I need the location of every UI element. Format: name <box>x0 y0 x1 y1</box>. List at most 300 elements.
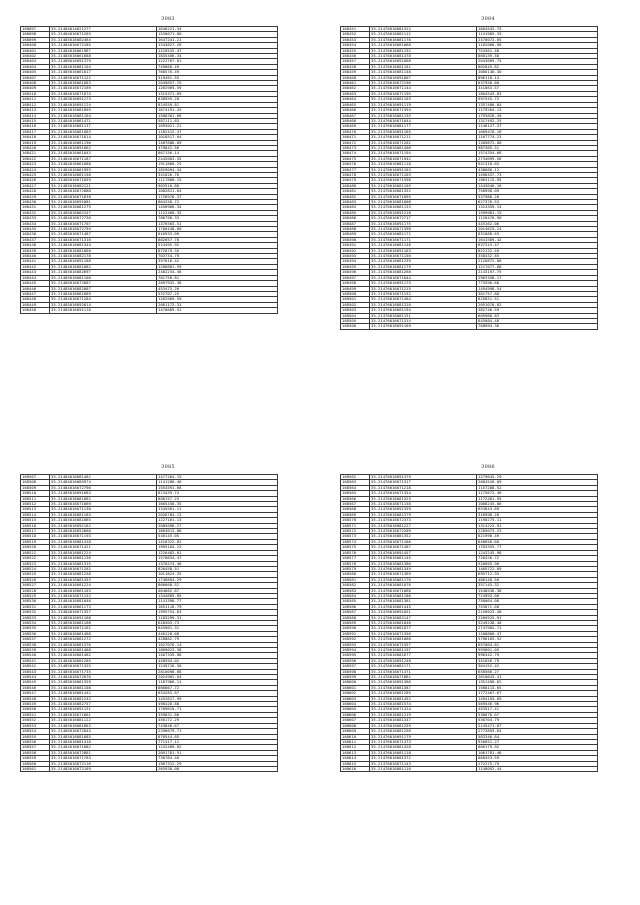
row-id-cell: 168543 <box>21 669 50 674</box>
row-id-cell: 168452 <box>341 32 370 37</box>
amount-cell: 1146127.37 <box>477 124 598 129</box>
amount-cell: 753072.68 <box>477 604 598 609</box>
coordinate-cell: 35.21476016071143 <box>370 761 477 766</box>
row-id-cell: 168448 <box>21 297 50 302</box>
amount-cell: 1222767.01 <box>157 59 278 64</box>
amount-cell: 1082811.64 <box>157 189 278 194</box>
amount-cell: 868453.59 <box>477 756 598 761</box>
row-id-cell: 168603 <box>341 696 370 701</box>
coordinate-cell: 35.21476016081352 <box>370 534 477 539</box>
row-id-cell: 168596 <box>341 658 370 663</box>
coordinate-cell: 35.21476016071156 <box>370 254 477 259</box>
row-id-cell: 168430 <box>21 200 50 205</box>
row-id-cell: 168098 <box>21 32 50 37</box>
row-id-cell: 168447 <box>21 291 50 296</box>
amount-cell: 1314223.91 <box>477 523 598 528</box>
coordinate-cell: 35.21484016081315 <box>50 561 157 566</box>
coordinate-cell: 35.21484016061083 <box>50 81 157 86</box>
row-id-cell: 168569 <box>341 512 370 517</box>
row-id-cell: 168466 <box>341 108 370 113</box>
row-id-cell: 168401 <box>21 48 50 53</box>
row-id-cell: 168424 <box>21 167 50 172</box>
row-id-cell: 168461 <box>341 81 370 86</box>
row-id-cell: 168505 <box>341 318 370 323</box>
amount-cell: 1452617.99 <box>157 696 278 701</box>
coordinate-cell: 35.21476016081478 <box>370 54 477 59</box>
amount-cell: 1829094.44 <box>157 167 278 172</box>
amount-cell: 1344885.85 <box>157 593 278 598</box>
coordinate-cell: 35.21476016081118 <box>370 162 477 167</box>
row-id-cell: 168419 <box>21 140 50 145</box>
amount-cell: 1141288.46 <box>157 480 278 485</box>
page-number: 3084 <box>481 16 495 22</box>
row-id-cell: 168574 <box>341 539 370 544</box>
amount-cell: 730764.40 <box>157 756 278 761</box>
amount-cell: 2296679.71 <box>157 729 278 734</box>
row-id-cell: 168489 <box>341 232 370 237</box>
row-id-cell: 168502 <box>341 302 370 307</box>
amount-cell: 695712.35 <box>477 572 598 577</box>
amount-cell: 2285073.23 <box>477 529 598 534</box>
row-id-cell: 168590 <box>341 626 370 631</box>
row-id-cell: 168472 <box>341 140 370 145</box>
coordinate-cell: 35.21485016081275 <box>50 205 157 210</box>
amount-cell: 2610643.41 <box>477 675 598 680</box>
coordinate-cell: 35.21476016081380 <box>370 561 477 566</box>
amount-cell: 446128.68 <box>157 631 278 636</box>
amount-cell: 786798.33 <box>157 216 278 221</box>
coordinate-cell: 35.21476016081227 <box>370 523 477 528</box>
amount-cell: 1641509.42 <box>477 237 598 242</box>
amount-cell: 2126872.80 <box>477 259 598 264</box>
amount-cell: 1068245.86 <box>477 502 598 507</box>
coordinate-cell: 35.21476016091119 <box>370 102 477 107</box>
row-id-cell: 168402 <box>21 54 50 59</box>
coordinate-cell: 35.21476016081176 <box>370 577 477 582</box>
row-id-cell: 168483 <box>341 200 370 205</box>
coordinate-cell: 35.21476016081194 <box>370 308 477 313</box>
coordinate-cell: 35.21485016092014 <box>50 302 157 307</box>
coordinate-cell: 35.21484016081136 <box>50 556 157 561</box>
row-id-cell: 168605 <box>341 707 370 712</box>
amount-cell: 903510.80 <box>157 183 278 188</box>
coordinate-cell: 35.21485016091168 <box>50 615 157 620</box>
amount-cell: 2260525.91 <box>477 615 598 620</box>
row-id-cell: 168544 <box>21 675 50 680</box>
amount-cell: 1242489.82 <box>157 745 278 750</box>
amount-cell: 1647241.21 <box>157 37 278 42</box>
coordinate-cell: 35.21484016082757 <box>50 702 157 707</box>
row-id-cell: 168433 <box>21 216 50 221</box>
amount-cell: 3249238.40 <box>477 620 598 625</box>
coordinate-cell: 35.21485016091131 <box>50 707 157 712</box>
coordinate-cell: 35.21484016085974 <box>50 480 157 485</box>
amount-cell: 520095.96 <box>477 561 598 566</box>
page-top-left <box>18 12 318 452</box>
row-id-cell: 168506 <box>341 324 370 329</box>
amount-cell: 498428.88 <box>157 702 278 707</box>
amount-cell: 1172461.95 <box>477 496 598 501</box>
amount-cell: 1011824.35 <box>157 572 278 577</box>
amount-cell: 637315.47 <box>477 243 598 248</box>
amount-cell: 616933.09 <box>157 232 278 237</box>
row-id-cell: 168518 <box>21 534 50 539</box>
coordinate-cell: 35.21476016081322 <box>370 27 477 32</box>
coordinate-cell: 35.21484016081224 <box>50 583 157 588</box>
amount-cell: 1574354.68 <box>477 151 598 156</box>
coordinate-cell: 35.21484016061103 <box>50 588 157 593</box>
coordinate-cell: 35.21485016071059 <box>50 178 157 183</box>
amount-cell: 5796165.52 <box>477 637 598 642</box>
amount-cell: 1709619.71 <box>157 707 278 712</box>
coordinate-cell: 35.21484016081122 <box>50 718 157 723</box>
row-id-cell: 168522 <box>21 556 50 561</box>
row-id-cell: 168408 <box>21 81 50 86</box>
amount-cell: 2482234.48 <box>157 270 278 275</box>
amount-cell: 1487606.09 <box>157 140 278 145</box>
amount-cell: 864258.72 <box>157 200 278 205</box>
amount-cell: 657004.81 <box>477 642 598 647</box>
row-id-cell: 168562 <box>341 475 370 480</box>
row-id-cell: 168403 <box>21 59 50 64</box>
coordinate-cell: 35.21476016081146 <box>370 243 477 248</box>
row-id-cell: 168428 <box>21 189 50 194</box>
amount-cell: 825831.51 <box>477 297 598 302</box>
amount-cell: 319491.55 <box>157 75 278 80</box>
amount-cell: 1772467.67 <box>477 691 598 696</box>
coordinate-cell: 35.21484016081085 <box>50 518 157 523</box>
row-id-cell: 168410 <box>21 91 50 96</box>
amount-cell: 1703355.77 <box>477 545 598 550</box>
row-id-cell: 168572 <box>341 529 370 534</box>
coordinate-cell: 35.21476016081268 <box>370 270 477 275</box>
row-id-cell: 168426 <box>21 178 50 183</box>
row-id-cell: 168535 <box>21 626 50 631</box>
coordinate-cell: 35.21476016071103 <box>370 172 477 177</box>
amount-cell: 1179264.13 <box>477 108 598 113</box>
amount-cell: 2049657.75 <box>157 81 278 86</box>
row-id-cell: 168583 <box>341 588 370 593</box>
row-id-cell: 168516 <box>21 523 50 528</box>
row-id-cell: 168507 <box>21 475 50 480</box>
coordinate-cell: 35.21476016071144 <box>370 86 477 91</box>
row-id-cell: 168421 <box>21 151 50 156</box>
coordinate-cell: 35.21476016071394 <box>370 108 477 113</box>
amount-cell: 1746894.29 <box>157 577 278 582</box>
coordinate-cell: 35.21486016091379 <box>50 59 157 64</box>
row-id-cell: 168490 <box>341 237 370 242</box>
row-id-cell: 168600 <box>341 680 370 685</box>
coordinate-cell: 35.21476016081076 <box>370 583 477 588</box>
amount-cell: 2773893.64 <box>477 729 598 734</box>
row-id-cell: 168610 <box>341 734 370 739</box>
amount-cell: 537986.28 <box>477 194 598 199</box>
row-id-cell: 168545 <box>21 680 50 685</box>
coordinate-cell: 35.21476016091218 <box>370 210 477 215</box>
coordinate-cell: 35.21484016061987 <box>50 48 157 53</box>
amount-cell: 1126476.90 <box>477 216 598 221</box>
amount-cell: 406148.50 <box>477 577 598 582</box>
coordinate-cell: 35.21484016082178 <box>50 254 157 259</box>
amount-cell: 1443046.16 <box>477 183 598 188</box>
amount-cell: 866867.72 <box>157 685 278 690</box>
row-id-cell: 168515 <box>21 518 50 523</box>
amount-cell: 867156.14 <box>157 151 278 156</box>
coordinate-cell: 35.21484016071763 <box>50 756 157 761</box>
row-id-cell: 168582 <box>341 583 370 588</box>
coordinate-cell: 35.21476016091366 <box>370 680 477 685</box>
amount-cell: 1599981.15 <box>477 210 598 215</box>
coordinate-cell: 35.21485016081085 <box>50 734 157 739</box>
row-id-cell: 168487 <box>341 221 370 226</box>
amount-cell: 806179.92 <box>477 745 598 750</box>
coordinate-cell: 35.21484016061993 <box>50 167 157 172</box>
coordinate-cell: 35.21476016082147 <box>370 615 477 620</box>
coordinate-cell: 35.21485016072116 <box>50 761 157 766</box>
coordinate-cell: 35.21484016072794 <box>50 227 157 232</box>
amount-cell: 357616.42 <box>157 259 278 264</box>
amount-cell: 1093021.21 <box>157 124 278 129</box>
row-id-cell: 168532 <box>21 610 50 615</box>
amount-cell: 768570.49 <box>157 70 278 75</box>
coordinate-cell: 35.21476016081361 <box>370 599 477 604</box>
row-id-cell: 168412 <box>21 102 50 107</box>
row-id-cell: 168601 <box>341 685 370 690</box>
row-id-cell: 168501 <box>341 297 370 302</box>
coordinate-cell: 35.21484016081163 <box>50 512 157 517</box>
amount-cell: 1102006.90 <box>477 43 598 48</box>
row-id-cell: 168453 <box>341 37 370 42</box>
amount-cell: 1494998.54 <box>477 286 598 291</box>
row-id-cell: 168591 <box>341 631 370 636</box>
amount-cell: 1700448.00 <box>157 227 278 232</box>
row-id-cell: 168577 <box>341 556 370 561</box>
row-id-cell: 168557 <box>21 745 50 750</box>
coordinate-cell: 35.21476016081148 <box>370 70 477 75</box>
page-bottom-left <box>18 460 318 900</box>
row-id-cell: 168604 <box>341 702 370 707</box>
amount-cell: 2026784.13 <box>157 512 278 517</box>
coordinate-cell: 35.21485016071487 <box>50 232 157 237</box>
row-id-cell: 168492 <box>341 248 370 253</box>
row-id-cell: 168474 <box>341 151 370 156</box>
amount-cell: 316998.28 <box>477 512 598 517</box>
row-id-cell: 168559 <box>21 756 50 761</box>
row-id-cell: 168485 <box>341 210 370 215</box>
coordinate-cell: 35.21484016071284 <box>50 297 157 302</box>
coordinate-cell: 35.21484016081095 <box>50 108 157 113</box>
coordinate-cell: 35.21476016071317 <box>370 480 477 485</box>
amount-cell: 1665456.35 <box>157 502 278 507</box>
coordinate-cell: 35.21484016071130 <box>50 507 157 512</box>
amount-cell: 1496457.73 <box>477 172 598 177</box>
row-id-cell: 168527 <box>21 583 50 588</box>
coordinate-cell: 35.21485016081272 <box>50 637 157 642</box>
coordinate-cell: 35.21484016072189 <box>50 86 157 91</box>
coordinate-cell: 35.21476016081325 <box>370 496 477 501</box>
amount-cell: 1190275.11 <box>477 518 598 523</box>
coordinate-cell: 35.21484016091168 <box>50 259 157 264</box>
coordinate-cell: 35.21476016071369 <box>370 572 477 577</box>
coordinate-cell: 35.21476016081387 <box>370 685 477 690</box>
coordinate-cell: 35.21484016061882 <box>50 496 157 501</box>
row-id-cell: 168460 <box>341 75 370 80</box>
coordinate-cell: 35.21483016091273 <box>50 97 157 102</box>
amount-cell: 379842.56 <box>157 145 278 150</box>
coordinate-cell: 35.21485016061359 <box>50 680 157 685</box>
amount-cell: 1651118.79 <box>157 604 278 609</box>
coordinate-cell: 35.21485016071661 <box>50 712 157 717</box>
row-id-cell: 168576 <box>341 550 370 555</box>
amount-cell: 530704.79 <box>477 718 598 723</box>
row-id-cell: 168486 <box>341 216 370 221</box>
coordinate-cell: 35.21476016081259 <box>370 723 477 728</box>
row-id-cell: 168443 <box>21 270 50 275</box>
amount-cell: 874439.74 <box>157 491 278 496</box>
coordinate-cell: 35.21485016081168 <box>50 620 157 625</box>
coordinate-cell: 35.21476016071557 <box>370 642 477 647</box>
coordinate-cell: 35.21485016081137 <box>50 124 157 129</box>
row-id-cell: 168405 <box>21 70 50 75</box>
row-id-cell: 168607 <box>341 718 370 723</box>
row-id-cell: 168614 <box>341 756 370 761</box>
coordinate-cell: 35.21484016082697 <box>50 270 157 275</box>
row-id-cell: 168484 <box>341 205 370 210</box>
row-id-cell: 168588 <box>341 615 370 620</box>
coordinate-cell: 35.21484016091062 <box>50 145 157 150</box>
amount-cell: 866668.52 <box>157 583 278 588</box>
amount-cell: 620303.73 <box>157 620 278 625</box>
row-id-cell: 168565 <box>341 491 370 496</box>
amount-cell: 2024902.04 <box>157 675 278 680</box>
coordinate-cell: 35.21476016091163 <box>370 167 477 172</box>
amount-cell: 587111.63 <box>157 118 278 123</box>
amount-cell: 1249716.30 <box>157 664 278 669</box>
row-id-cell: 168463 <box>341 91 370 96</box>
row-id-cell: 168429 <box>21 194 50 199</box>
coordinate-cell: 35.21485016081060 <box>50 248 157 253</box>
row-id-cell: 168526 <box>21 577 50 582</box>
amount-cell: 1793826.49 <box>477 113 598 118</box>
row-id-cell: 168451 <box>341 27 370 32</box>
row-id-cell: 168423 <box>21 162 50 167</box>
row-id-cell: 168462 <box>341 86 370 91</box>
coordinate-cell: 35.21484016072736 <box>50 216 157 221</box>
row-id-cell: 168542 <box>21 664 50 669</box>
coordinate-cell: 35.21476016071158 <box>370 502 477 507</box>
row-id-cell: 168563 <box>341 480 370 485</box>
row-id-cell: 168555 <box>21 734 50 739</box>
row-id-cell: 168446 <box>21 286 50 291</box>
coordinate-cell: 35.21484016072080 <box>50 189 157 194</box>
row-id-cell: 168097 <box>21 27 50 32</box>
amount-cell: 359631.86 <box>157 712 278 717</box>
amount-cell: 1911860.25 <box>157 162 278 167</box>
coordinate-cell: 35.21484016061088 <box>50 162 157 167</box>
coordinate-cell: 35.21476016071942 <box>370 156 477 161</box>
page-top-right <box>338 12 638 452</box>
page-number: 3083 <box>161 16 175 22</box>
amount-cell: 448594.02 <box>157 658 278 663</box>
coordinate-cell: 35.21484016081104 <box>50 64 157 69</box>
coordinate-cell: 35.21485016081376 <box>50 642 157 647</box>
coordinate-cell: 35.21476016071862 <box>370 675 477 680</box>
row-id-cell: 168616 <box>341 766 370 771</box>
coordinate-cell: 35.21476016091807 <box>370 75 477 80</box>
coordinate-cell: 35.21476016071044 <box>370 118 477 123</box>
coordinate-cell: 35.21476016091457 <box>370 550 477 555</box>
coordinate-cell: 35.21476016081574 <box>370 702 477 707</box>
row-id-cell: 168434 <box>21 221 50 226</box>
row-id-cell: 168510 <box>21 491 50 496</box>
coordinate-cell: 35.21485016071162 <box>50 626 157 631</box>
coordinate-cell: 35.21484016071082 <box>50 745 157 750</box>
coordinate-cell: 35.21476016071354 <box>370 491 477 496</box>
coordinate-cell: 35.21484016081453 <box>50 577 157 582</box>
row-id-cell: 168431 <box>21 205 50 210</box>
row-id-cell: 168575 <box>341 545 370 550</box>
coordinate-cell: 35.21485016082121 <box>50 183 157 188</box>
row-id-cell: 168494 <box>341 259 370 264</box>
row-id-cell: 168592 <box>341 637 370 642</box>
amount-cell: 2091781.51 <box>157 750 278 755</box>
row-id-cell: 168473 <box>341 145 370 150</box>
coordinate-cell: 35.21476016071095 <box>370 194 477 199</box>
amount-cell: 771417.11 <box>157 739 278 744</box>
row-id-cell: 168538 <box>21 642 50 647</box>
row-id-cell: 168570 <box>341 518 370 523</box>
amount-cell: 1210532.47 <box>157 48 278 53</box>
coordinate-cell: 35.21476016081145 <box>370 556 477 561</box>
row-id-cell: 168536 <box>21 631 50 636</box>
row-id-cell: 168496 <box>341 270 370 275</box>
row-id-cell: 168445 <box>21 281 50 286</box>
coordinate-cell: 35.21485016082464 <box>50 37 157 42</box>
coordinate-cell: 35.21476016081105 <box>370 183 477 188</box>
coordinate-cell: 35.21476016071356 <box>370 631 477 636</box>
amount-cell: 1122460.35 <box>157 210 278 215</box>
coordinate-cell: 35.21476016081408 <box>370 145 477 150</box>
amount-cell: 808157.23 <box>157 496 278 501</box>
coordinate-cell: 35.21476016081135 <box>370 113 477 118</box>
coordinate-cell: 35.21476016071398 <box>370 227 477 232</box>
row-id-cell: 168504 <box>341 313 370 318</box>
row-id-cell: 168553 <box>21 723 50 728</box>
coordinate-cell: 35.21484016071203 <box>50 32 157 37</box>
table-row <box>341 324 598 329</box>
row-id-cell: 168099 <box>21 37 50 42</box>
coordinate-cell: 35.21484016081410 <box>50 739 157 744</box>
amount-cell: 2470072.05 <box>477 37 598 42</box>
row-id-cell: 168612 <box>341 745 370 750</box>
coordinate-cell: 35.21476016091051 <box>370 610 477 615</box>
row-id-cell: 168418 <box>21 135 50 140</box>
coordinate-cell: 35.21476016072717 <box>370 216 477 221</box>
amount-cell: 758064.08 <box>477 599 598 604</box>
coordinate-cell: 35.21476016081151 <box>370 313 477 318</box>
row-id-cell: 168611 <box>341 739 370 744</box>
data-table <box>20 26 278 314</box>
amount-cell: 896118.14 <box>477 75 598 80</box>
row-id-cell: 168519 <box>21 539 50 544</box>
amount-cell: 2810098.68 <box>157 669 278 674</box>
coordinate-cell: 35.21476016071215 <box>370 286 477 291</box>
page-number: 3086 <box>481 464 495 470</box>
coordinate-cell: 35.21476016081118 <box>370 750 477 755</box>
row-id-cell: 168491 <box>341 243 370 248</box>
coordinate-cell: 35.21476016091179 <box>370 734 477 739</box>
coordinate-cell: 35.21485016071152 <box>50 593 157 598</box>
